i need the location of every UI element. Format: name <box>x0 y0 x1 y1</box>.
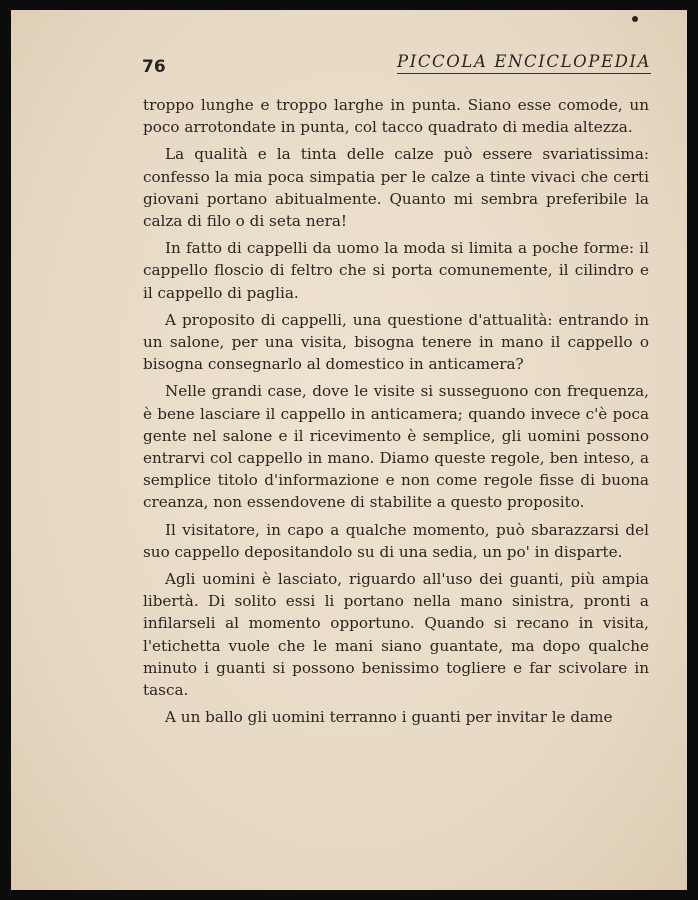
running-title: PICCOLA ENCICLOPEDIA <box>397 52 651 74</box>
paragraph-8: A un ballo gli uomini terranno i guanti per invitar le dame <box>165 708 613 727</box>
body-text <box>143 94 649 733</box>
page-number: 76 <box>142 57 166 77</box>
book-page <box>11 10 687 890</box>
paragraph-7: Agli uomini è lasciato, riguardo all'uso dei guanti, più ampia libertà. Di solito essi li portano nella mano sinistra, pronti a infilarseli al momento opportuno. Quando si recano in visita, l'etichetta vuole che le mani siano guantate, ma dopo qualche minuto i guanti si possono benissimo togliere e far scivolare in tasca. <box>143 570 649 700</box>
paragraph-2: La qualità e la tinta delle calze può essere svariatissima: confesso la mia poca simpatia per le calze a tinte vivaci che certi giovani portano abitualmente. Quanto mi sembra preferibile la calza di filo o di seta nera! <box>143 145 649 231</box>
paragraph-3: In fatto di cappelli da uomo la moda si limita a poche forme: il cappello floscio di feltro che si porta comunemente, il cilindro e il cappello di paglia. <box>143 239 649 302</box>
paragraph-6: Il visitatore, in capo a qualche momento, può sbarazzarsi del suo cappello depositandolo su di una sedia, un po' in disparte. <box>143 520 649 561</box>
paragraph-5: Nelle grandi case, dove le visite si susseguono con frequenza, è bene lasciare il cappello in anticamera; quando invece c'è poca gente nel salone e il ricevimento è semplice, gli uomini possono entrarvi col cappello in mano. Diamo queste regole, ben inteso, a semplice titolo d'informazione e non come regole fisse di buona creanza, non essendovene di stabilite a questo proposito. <box>143 382 649 512</box>
ink-speck <box>632 16 638 22</box>
paragraph-1: troppo lunghe e troppo larghe in punta. Siano esse comode, un poco arrotondate in punta, col tacco quadrato di media altezza. <box>143 96 649 137</box>
paragraph-4: A proposito di cappelli, una questione d'attualità: entrando in un salone, per una visita, bisogna tenere in mano il cappello o bisogna consegnarlo al domestico in anticamera? <box>143 310 649 374</box>
